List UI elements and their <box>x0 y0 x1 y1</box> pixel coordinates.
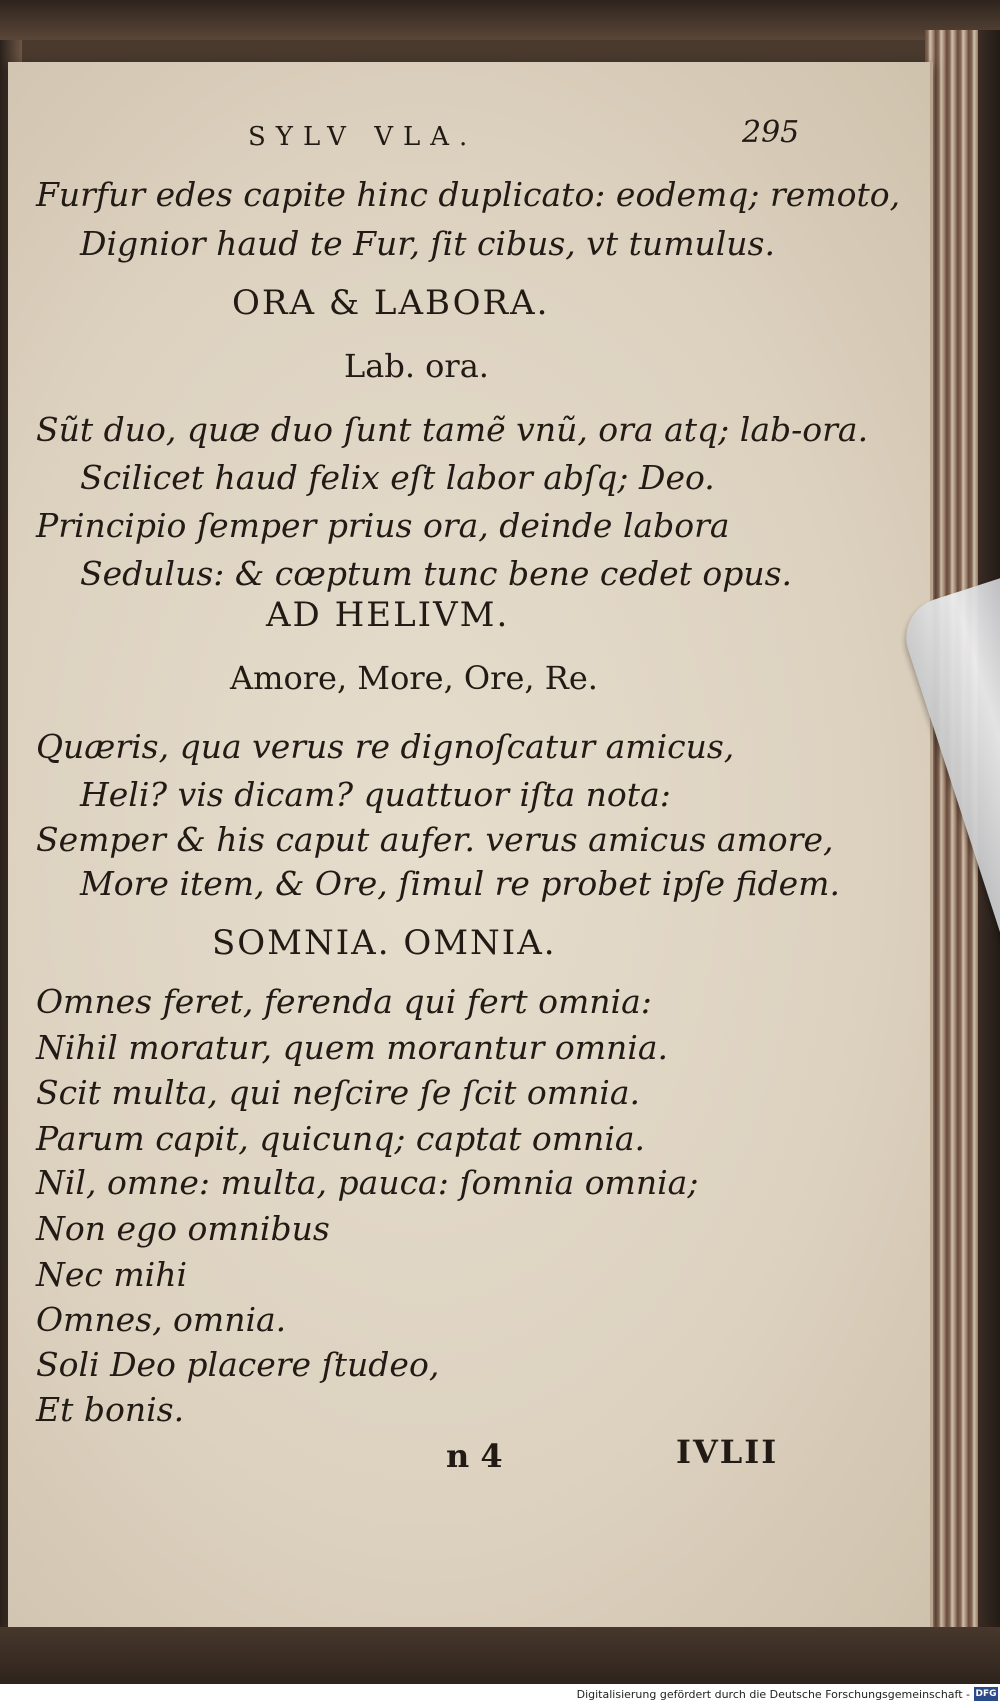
verse-line: Parum capit, quicunq; captat omnia. <box>36 1119 646 1158</box>
signature-mark: n 4 <box>446 1437 503 1475</box>
verse-line: Dignior haud te Fur, ſit cibus, vt tumulus. <box>80 224 775 263</box>
verse-line: More item, & Ore, ſimul re probet ipſe fidem. <box>80 864 840 903</box>
running-title: SYLV VLA. <box>248 122 478 152</box>
book-cover-top <box>0 0 1000 40</box>
section-title: SOMNIA. OMNIA. <box>212 923 557 963</box>
verse-line: Semper & his caput aufer. verus amicus amore, <box>36 820 834 859</box>
verse-line: Scit multa, qui neſcire ſe ſcit omnia. <box>36 1073 641 1112</box>
catchword: IVLII <box>676 1433 779 1471</box>
verse-line: Nec mihi <box>36 1255 188 1294</box>
section-title: ORA & LABORA. <box>232 283 550 323</box>
verse-line: Non ego omnibus <box>36 1209 330 1248</box>
verse-line: Heli? vis dicam? quattuor iſta nota: <box>80 775 671 814</box>
verse-line: Omnes feret, ferenda qui fert omnia: <box>36 982 652 1021</box>
page-number: 295 <box>742 115 800 150</box>
verse-line: Principio ſemper prius ora, deinde labora <box>36 506 730 545</box>
verse-line: Quæris, qua verus re dignoſcatur amicus, <box>36 727 735 766</box>
section-title: AD HELIVM. <box>266 595 510 635</box>
verse-line: Furfur edes capite hinc duplicato: eodemq; remoto, <box>36 175 901 214</box>
verse-line: Nil, omne: multa, pauca: ſomnia omnia; <box>36 1163 699 1202</box>
verse-line: Soli Deo placere ſtudeo, <box>36 1345 440 1384</box>
verse-line: Nihil moratur, quem morantur omnia. <box>36 1028 668 1067</box>
verse-line: Sedulus: & cœptum tunc bene cedet opus. <box>80 554 793 593</box>
book-cover-bottom <box>0 1627 1000 1684</box>
verse-line: Scilicet haud felix eſt labor abſq; Deo. <box>80 458 715 497</box>
verse-line: Omnes, omnia. <box>36 1300 287 1339</box>
verse-line: Sũt duo, quæ duo ſunt tamẽ vnũ, ora atq; lab-ora. <box>36 410 869 449</box>
section-subtitle: Lab. ora. <box>344 347 489 385</box>
attribution-text: Digitalisierung gefördert durch die Deutsche Forschungsgemeinschaft - <box>576 1688 970 1701</box>
verse-line: Et bonis. <box>36 1390 185 1429</box>
dfg-logo: DFG <box>975 1689 997 1699</box>
attribution-bar <box>0 1684 1000 1706</box>
section-subtitle: Amore, More, Ore, Re. <box>230 659 598 697</box>
